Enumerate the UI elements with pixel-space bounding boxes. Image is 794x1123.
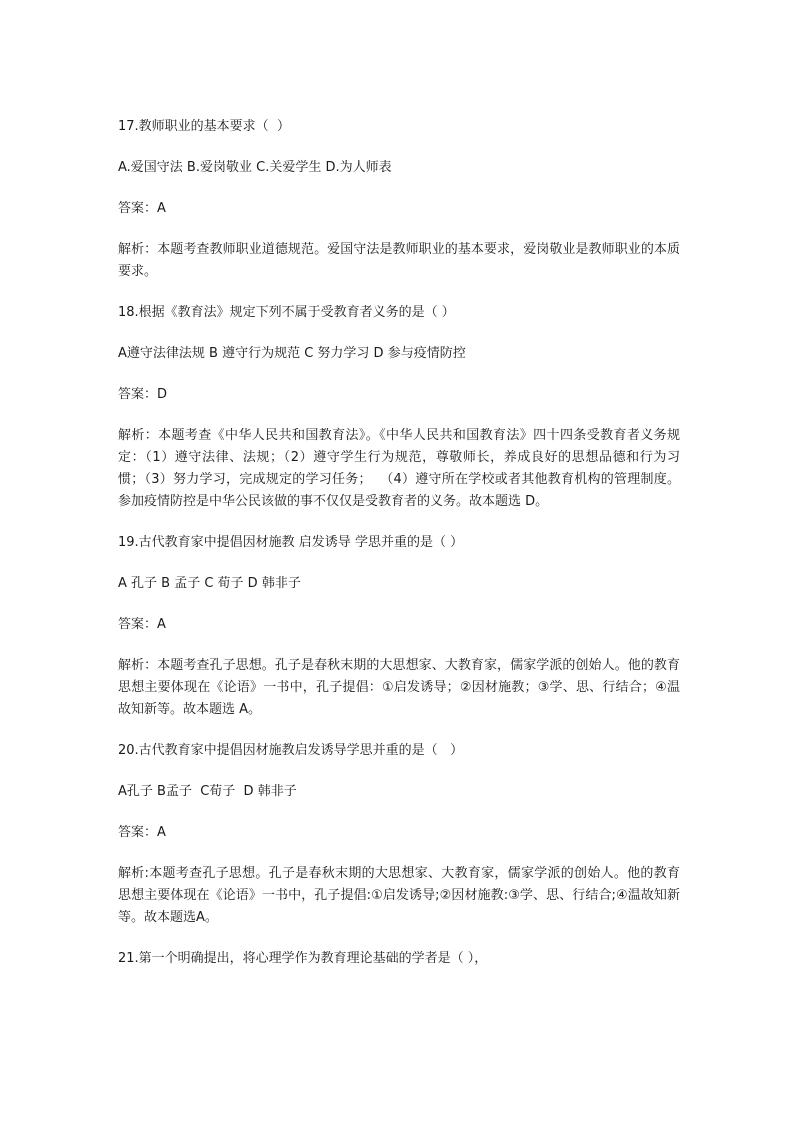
question-block-18	[118, 302, 680, 513]
question-options: A.爱国守法 B.爱岗敬业 C.关爱学生 D.为人师表	[118, 160, 392, 175]
analysis-text: 解析：本题考查教师职业道德规范。爱国守法是教师职业的基本要求，爱岗敬业是教师职业的本质要求。	[118, 242, 680, 279]
question-text: 17.教师职业的基本要求（ ）	[118, 119, 290, 134]
question-text: 20.古代教育家中提倡因材施教启发诱导学思并重的是（ ）	[118, 743, 464, 758]
analysis-text: 解析:本题考查孔子思想。孔子是春秋末期的大思想家、大教育家，儒家学派的创始人。他的教育思想主要体现在《论语》一书中，孔子提倡:①启发诱导;②因材施教:③学、思、行结合;④温故知新等。故本题选A。	[118, 866, 680, 925]
question-block-19	[118, 532, 680, 721]
analysis-text: 解析：本题考查《中华人民共和国教育法》。《中华人民共和国教育法》四十四条受教育者义务规定：（1）遵守法律、法规；（2）遵守学生行为规范，尊敬师长，养成良好的思想品德和行为习惯；（3）努力学习，完成规定的学习任务； （4）遵守所在学校或者其他教育机构的管理制度。参加疫情防控是中华公民该做的事不仅仅是受教育者的义务。故本题选 D。	[118, 428, 680, 509]
question-text: 21.第一个明确提出，将心理学作为教育理论基础的学者是（ ），	[118, 951, 488, 966]
question-options: A 孔子 B 孟子 C 荀子 D 韩非子	[118, 576, 301, 591]
document-page	[118, 116, 680, 989]
question-text: 18.根据《教育法》规定下列不属于受教育者义务的是（ ）	[118, 305, 455, 320]
question-block-17	[118, 116, 680, 283]
answer-text: 答案：A	[118, 825, 166, 840]
answer-text: 答案：D	[118, 387, 168, 402]
analysis-text: 解析：本题考查孔子思想。孔子是春秋末期的大思想家、大教育家，儒家学派的创始人。他的教育思想主要体现在《论语》一书中，孔子提倡：①启发诱导；②因材施教；③学、思、行结合；④温故知新等。故本题选 A。	[118, 658, 680, 717]
question-options: A孔子 B孟子 C荀子 D 韩非子	[118, 784, 297, 799]
question-options: A遵守法律法规 B 遵守行为规范 C 努力学习 D 参与疫情防控	[118, 346, 466, 361]
question-text: 19.古代教育家中提倡因材施教 启发诱导 学思并重的是（ ）	[118, 535, 464, 550]
answer-text: 答案：A	[118, 617, 166, 632]
question-block-20	[118, 740, 680, 929]
question-block-21	[118, 948, 680, 970]
answer-text: 答案：A	[118, 201, 166, 216]
